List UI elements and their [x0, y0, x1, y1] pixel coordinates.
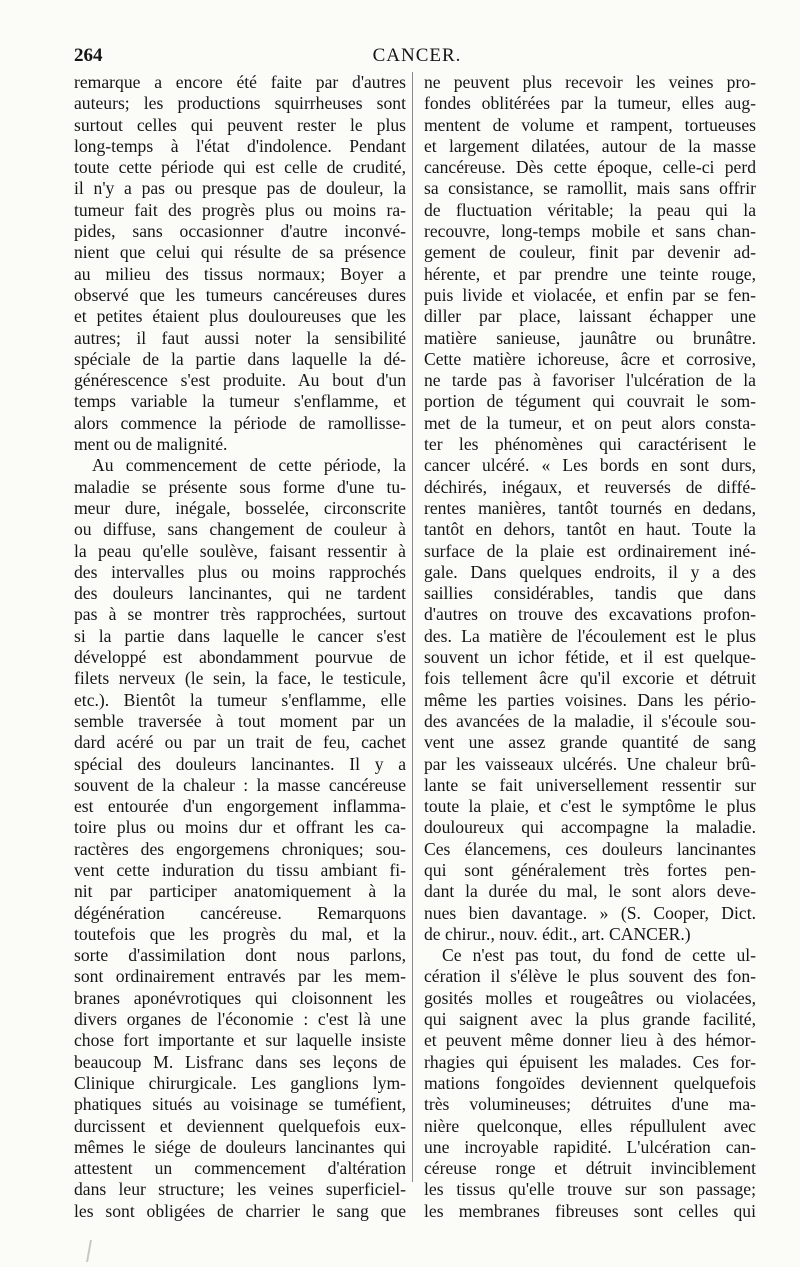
text-line: déchirés, inégaux, et reuversés de diffé-: [424, 476, 756, 497]
text-line: pas à se montrer très rapprochées, surtout: [74, 604, 406, 625]
text-line: une incroyable rapidité. L'ulcération can-: [424, 1136, 756, 1157]
text-line: qui saignent avec la plus grande facilité,: [424, 1009, 756, 1030]
text-line: la peau qu'elle soulève, faisant ressentir à: [74, 540, 406, 561]
text-line: fondes oblitérées par la tumeur, elles aug-: [424, 93, 756, 114]
text-line: dégénération cancéreuse. Remarquons: [74, 902, 406, 923]
text-line: filets nerveux (le sein, la face, le testicule,: [74, 668, 406, 689]
text-line: de chirur., nouv. édit., art. CANCER.): [424, 923, 691, 944]
text-line: des. La matière de l'écoulement est le plus: [424, 625, 756, 646]
text-line: des douleurs lancinantes, qui ne tardent: [74, 583, 406, 604]
text-line: est entourée d'un engorgement inflamma-: [74, 796, 406, 817]
page-header: [74, 45, 760, 69]
text-line: surtout celles qui peuvent rester le plus: [74, 114, 406, 135]
text-line: maladie se présente sous forme d'une tu-: [74, 476, 406, 497]
text-line: rhagies qui épuisent les malades. Ces for-: [424, 1051, 756, 1072]
text-line: Ces élancemens, ces douleurs lancinantes: [424, 838, 756, 859]
text-line: au milieu des tissus normaux; Boyer a: [74, 263, 406, 284]
text-line: développé est abondamment pourvue de: [74, 647, 406, 668]
text-line: tumeur fait des progrès plus ou moins ra-: [74, 199, 406, 220]
text-line: Ce n'est pas tout, du fond de cette ul-: [442, 945, 756, 966]
text-line: qui sont généralement très fortes pen-: [424, 859, 756, 880]
text-line: les tissus qu'elle trouve sur son passage;: [424, 1179, 756, 1200]
text-line: de fluctuation véritable; la peau qui la: [424, 199, 756, 220]
running-title: CANCER.: [372, 45, 462, 66]
text-line: auteurs; les productions squirrheuses sont: [74, 93, 406, 114]
text-line: dant la durée du mal, le sont alors deve-: [424, 881, 756, 902]
text-line: alors commence la période de ramollisse-: [74, 412, 406, 433]
text-line: Cette matière ichoreuse, âcre et corrosive,: [424, 348, 756, 369]
text-line: dans leur structure; les veines superficiel-: [74, 1179, 406, 1200]
left-column: [74, 72, 406, 1222]
text-line: sont ordinairement entravés par les mem-: [74, 966, 406, 987]
text-line: rentes manières, tantôt tournés en dedans,: [424, 497, 756, 518]
text-line: et petites étaient plus douloureuses que les: [74, 306, 406, 327]
text-line: céreuse ronge et détruit invinciblement: [424, 1158, 756, 1179]
text-line: sorte d'assimilation dont nous parlons,: [74, 945, 406, 966]
text-line: il n'y a pas ou presque pas de douleur, la: [74, 178, 406, 199]
text-line: puis livide et violacée, et enfin par se fen-: [424, 284, 756, 305]
text-line: des avancées de la maladie, il s'écoule sou-: [424, 710, 756, 731]
text-line: et peuvent même donner lieu à des hémor-: [424, 1030, 756, 1051]
text-line: sa consistance, se ramollit, mais sans offrir: [424, 178, 756, 199]
text-line: et largement dilatées, autour de la masse: [424, 135, 756, 156]
text-line: toute cette période qui est celle de crudité,: [74, 157, 406, 178]
text-line: gale. Dans quelques endroits, il y a des: [424, 561, 756, 582]
text-line: vent cette induration du tissu ambiant fi-: [74, 859, 406, 880]
text-line: phatiques situés au voisinage se tuméfient,: [74, 1094, 406, 1115]
text-line: ne peuvent plus recevoir les veines pro-: [424, 72, 756, 92]
text-line: nière quelconque, elles répullulent avec: [424, 1115, 756, 1136]
text-line: chose fort importante et sur laquelle insiste: [74, 1030, 406, 1051]
text-line: très volumineuses; détruites d'une ma-: [424, 1094, 756, 1115]
text-line: durcissent et deviennent quelquefois eux-: [74, 1115, 406, 1136]
text-line: hérente, et par prendre une teinte rouge,: [424, 263, 756, 284]
text-line: portion de tégument qui couvrait le som-: [424, 391, 756, 412]
text-line: branes aponévrotiques qui cloisonnent les: [74, 987, 406, 1008]
text-line: douloureux qui accompagne la maladie.: [424, 817, 756, 838]
text-line: nit par participer anatomiquement à la: [74, 881, 406, 902]
text-line: vent une assez grande quantité de sang: [424, 732, 756, 753]
text-line: cancer ulcéré. « Les bords en sont durs,: [424, 455, 756, 476]
text-line: autres; il faut aussi noter la sensibilité: [74, 327, 406, 348]
text-line: les membranes fibreuses sont celles qui: [424, 1200, 756, 1221]
text-line: ter les phénomènes qui caractérisent le: [424, 434, 756, 455]
text-line: toire plus ou moins dur et offrant les ca-: [74, 817, 406, 838]
text-line: souvent un ichor fétide, et il est quelque-: [424, 647, 756, 668]
text-line: si la partie dans laquelle le cancer s'est: [74, 625, 406, 646]
text-line: surface de la plaie est ordinairement iné-: [424, 540, 756, 561]
text-line: Au commencement de cette période, la: [92, 455, 406, 476]
text-line: recouvre, long-temps mobile et sans chan-: [424, 221, 756, 242]
page-number: 264: [74, 45, 103, 66]
text-line: ractères des engorgemens chroniques; sou-: [74, 838, 406, 859]
text-line: par les vaisseaux ulcérés. Une chaleur brû-: [424, 753, 756, 774]
text-line: diller par place, laissant échapper une: [424, 306, 756, 327]
text-line: semble traversée à tout moment par un: [74, 710, 406, 731]
text-line: souvent de la chaleur : la masse cancéreuse: [74, 774, 406, 795]
text-line: toutefois que les progrès du mal, et la: [74, 923, 406, 944]
right-column: [424, 72, 756, 1222]
text-line: gement de couleur, finit par devenir ad-: [424, 242, 756, 263]
text-line: nues bien davantage. » (S. Cooper, Dict.: [424, 902, 756, 923]
text-line: meur dure, inégale, bosselée, circonscrite: [74, 497, 406, 518]
text-line: pides, sans occasionner d'autre inconvé-: [74, 221, 406, 242]
text-line: générescence s'est produite. Au bout d'un: [74, 370, 406, 391]
text-line: fois tellement âcre qu'il excorie et détruit: [424, 668, 756, 689]
text-line: ne tarde pas à favoriser l'ulcération de la: [424, 370, 756, 391]
text-line: ou diffuse, sans changement de couleur à: [74, 519, 406, 540]
column-divider: [412, 72, 413, 1182]
text-line: spéciale de la partie dans laquelle la dé-: [74, 348, 406, 369]
text-line: etc.). Bientôt la tumeur s'enflamme, elle: [74, 689, 406, 710]
margin-pencil-mark: [86, 1240, 106, 1262]
text-line: matière sanieuse, jaunâtre ou brunâtre.: [424, 327, 756, 348]
text-line: met de la tumeur, et on peut alors consta-: [424, 412, 756, 433]
text-line: cancéreuse. Dès cette époque, celle-ci perd: [424, 157, 756, 178]
text-line: observé que les tumeurs cancéreuses dures: [74, 284, 406, 305]
text-line: toute la plaie, et c'est le symptôme le plus: [424, 796, 756, 817]
text-line: ment ou de malignité.: [74, 434, 228, 455]
text-line: lante se fait universellement ressentir sur: [424, 774, 756, 795]
text-line: divers organes de l'économie : c'est là une: [74, 1009, 406, 1030]
text-line: même les parties voisines. Dans les pério-: [424, 689, 756, 710]
text-line: mêmes le siége de douleurs lancinantes qui: [74, 1136, 406, 1157]
text-line: mentent de volume et rampent, tortueuses: [424, 114, 756, 135]
text-line: Clinique chirurgicale. Les ganglions lym-: [74, 1072, 406, 1093]
text-line: mations fongoïdes deviennent quelquefois: [424, 1072, 756, 1093]
text-line: dard acéré ou par un trait de feu, cachet: [74, 732, 406, 753]
text-line: beaucoup M. Lisfranc dans ses leçons de: [74, 1051, 406, 1072]
text-line: attestent un commencement d'altération: [74, 1158, 406, 1179]
text-line: spécial des douleurs lancinantes. Il y a: [74, 753, 406, 774]
text-line: gosités molles et rougeâtres ou violacées,: [424, 987, 756, 1008]
text-line: les sont obligées de charrier le sang que: [74, 1200, 406, 1221]
text-line: cération il s'élève le plus souvent des fon-: [424, 966, 756, 987]
text-line: temps variable la tumeur s'enflamme, et: [74, 391, 406, 412]
text-line: long-temps à l'état d'indolence. Pendant: [74, 135, 406, 156]
text-line: nient que celui qui résulte de sa présence: [74, 242, 406, 263]
text-line: remarque a encore été faite par d'autres: [74, 72, 406, 92]
text-line: tantôt en dehors, tantôt en haut. Toute la: [424, 519, 756, 540]
text-line: des intervalles plus ou moins rapprochés: [74, 561, 406, 582]
text-line: saillies considérables, tandis que dans: [424, 583, 756, 604]
text-line: d'autres on trouve des excavations profon-: [424, 604, 756, 625]
